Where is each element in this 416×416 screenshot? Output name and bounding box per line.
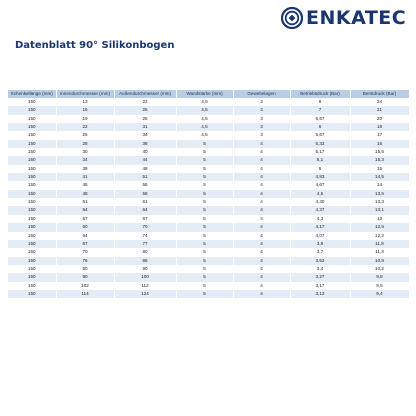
table-cell: 51 xyxy=(114,173,176,181)
table-cell: 22 xyxy=(56,123,114,131)
table-cell: 4,37 xyxy=(290,206,350,214)
table-row xyxy=(8,190,409,198)
table-cell: 4 xyxy=(233,165,290,173)
table-cell: 4,5 xyxy=(176,131,233,139)
table-cell: 5 xyxy=(176,257,233,265)
table-cell: 5,17 xyxy=(290,148,350,156)
table-row xyxy=(8,156,409,164)
table-cell: 61 xyxy=(114,198,176,206)
table-cell: 15,3 xyxy=(350,156,409,164)
table-cell: 4,17 xyxy=(290,223,350,231)
table-cell: 150 xyxy=(8,215,56,223)
table-cell: 5 xyxy=(176,265,233,273)
table-cell: 150 xyxy=(8,190,56,198)
column-header: Innendurchmesser (mm) xyxy=(56,90,114,98)
table-cell: 150 xyxy=(8,265,56,273)
table-cell: 4,5 xyxy=(176,115,233,123)
table-cell: 80 xyxy=(114,248,176,256)
table-cell: 20 xyxy=(350,115,409,123)
table-row xyxy=(8,140,409,148)
table-cell: 16 xyxy=(56,106,114,114)
table-row xyxy=(8,265,409,273)
table-cell: 25 xyxy=(114,106,176,114)
table-cell: 11,8 xyxy=(350,240,409,248)
table-cell: 17 xyxy=(350,131,409,139)
table-cell: 30 xyxy=(56,148,114,156)
table-cell: 67 xyxy=(56,240,114,248)
table-cell: 14 xyxy=(350,181,409,189)
table-cell: 5 xyxy=(176,290,233,298)
table-cell: 114 xyxy=(56,290,114,298)
table-cell: 150 xyxy=(8,198,56,206)
table-cell: 7 xyxy=(290,106,350,114)
table-cell: 25 xyxy=(56,131,114,139)
table-cell: 34 xyxy=(114,131,176,139)
table-cell: 76 xyxy=(56,257,114,265)
column-header: Betriebsdruck (Bar) xyxy=(290,90,350,98)
table-cell: 4 xyxy=(233,248,290,256)
table-cell: 16 xyxy=(350,140,409,148)
table-cell: 150 xyxy=(8,282,56,290)
table-cell: 31 xyxy=(114,123,176,131)
table-cell: 70 xyxy=(114,223,176,231)
enkatec-logo-icon xyxy=(281,7,303,29)
table-cell: 4 xyxy=(233,181,290,189)
table-cell: 28 xyxy=(56,140,114,148)
column-header: Außendurchmesser (mm) xyxy=(114,90,176,98)
table-cell: 3 xyxy=(233,115,290,123)
table-cell: 41 xyxy=(56,173,114,181)
table-cell: 5,67 xyxy=(290,131,350,139)
table-cell: 3,27 xyxy=(290,273,350,281)
column-header: Gewebelagen xyxy=(233,90,290,98)
table-cell: 70 xyxy=(56,248,114,256)
table-cell: 12,2 xyxy=(350,232,409,240)
table-cell: 3 xyxy=(233,123,290,131)
table-cell: 11,3 xyxy=(350,248,409,256)
table-cell: 13 xyxy=(56,98,114,106)
table-row xyxy=(8,198,409,206)
table-cell: 3 xyxy=(233,131,290,139)
table-cell: 150 xyxy=(8,156,56,164)
table-cell: 4 xyxy=(233,148,290,156)
table-cell: 150 xyxy=(8,273,56,281)
table-cell: 38 xyxy=(56,165,114,173)
table-cell: 150 xyxy=(8,148,56,156)
table-row xyxy=(8,148,409,156)
table-cell: 5 xyxy=(176,248,233,256)
table-cell: 4,83 xyxy=(290,173,350,181)
table-cell: 40 xyxy=(114,148,176,156)
table-cell: 5 xyxy=(176,232,233,240)
table-cell: 150 xyxy=(8,232,56,240)
table-cell: 150 xyxy=(8,140,56,148)
table-cell: 51 xyxy=(56,198,114,206)
table-row xyxy=(8,165,409,173)
table-cell: 5 xyxy=(176,165,233,173)
table-cell: 13,3 xyxy=(350,198,409,206)
table-cell: 5,33 xyxy=(290,140,350,148)
table-row xyxy=(8,240,409,248)
table-row xyxy=(8,290,409,298)
table-cell: 150 xyxy=(8,223,56,231)
table-cell: 10,8 xyxy=(350,257,409,265)
table-cell: 5 xyxy=(176,223,233,231)
table-row xyxy=(8,106,409,114)
table-cell: 34 xyxy=(56,156,114,164)
table-cell: 4 xyxy=(233,215,290,223)
table-cell: 10,2 xyxy=(350,265,409,273)
table-cell: 38 xyxy=(114,140,176,148)
table-header-row xyxy=(8,90,409,98)
table-cell: 112 xyxy=(114,282,176,290)
table-cell: 3,13 xyxy=(290,290,350,298)
table-cell: 5 xyxy=(176,198,233,206)
table-cell: 150 xyxy=(8,98,56,106)
specs-table xyxy=(8,90,410,298)
table-cell: 150 xyxy=(8,240,56,248)
table-cell: 3 xyxy=(233,98,290,106)
table-cell: 4 xyxy=(233,206,290,214)
table-cell: 24 xyxy=(350,98,409,106)
table-row xyxy=(8,115,409,123)
table-cell: 150 xyxy=(8,115,56,123)
table-cell: 5,1 xyxy=(290,156,350,164)
table-cell: 4,5 xyxy=(176,98,233,106)
table-cell: 4 xyxy=(233,190,290,198)
table-cell: 3,4 xyxy=(290,265,350,273)
table-cell: 9,5 xyxy=(350,282,409,290)
table-cell: 5 xyxy=(176,173,233,181)
table-row xyxy=(8,273,409,281)
table-cell: 14,5 xyxy=(350,173,409,181)
table-cell: 5 xyxy=(176,181,233,189)
table-cell: 15 xyxy=(350,165,409,173)
table-cell: 3,53 xyxy=(290,257,350,265)
brand-name: ENKATEC xyxy=(306,7,407,29)
table-cell: 150 xyxy=(8,123,56,131)
table-cell: 4 xyxy=(233,198,290,206)
table-cell: 60 xyxy=(56,223,114,231)
table-cell: 22 xyxy=(114,98,176,106)
table-cell: 8 xyxy=(290,98,350,106)
table-cell: 4,07 xyxy=(290,232,350,240)
table-row xyxy=(8,232,409,240)
table-cell: 5 xyxy=(176,190,233,198)
table-cell: 100 xyxy=(114,273,176,281)
table-cell: 80 xyxy=(56,265,114,273)
table-cell: 13,1 xyxy=(350,206,409,214)
table-cell: 102 xyxy=(56,282,114,290)
table-row xyxy=(8,282,409,290)
table-cell: 45 xyxy=(56,181,114,189)
table-cell: 44 xyxy=(114,156,176,164)
table-cell: 67 xyxy=(114,215,176,223)
table-cell: 15,5 xyxy=(350,148,409,156)
table-cell: 19 xyxy=(56,115,114,123)
table-cell: 5 xyxy=(176,148,233,156)
table-row xyxy=(8,98,409,106)
table-cell: 5 xyxy=(176,206,233,214)
table-body xyxy=(8,98,409,298)
table-cell: 6 xyxy=(290,123,350,131)
table-cell: 150 xyxy=(8,181,56,189)
column-header: Wandstärke (mm) xyxy=(176,90,233,98)
table-cell: 86 xyxy=(114,257,176,265)
table-row xyxy=(8,123,409,131)
table-cell: 4,5 xyxy=(290,190,350,198)
table-cell: 57 xyxy=(56,215,114,223)
table-cell: 4 xyxy=(233,223,290,231)
table-row xyxy=(8,215,409,223)
table-cell: 5 xyxy=(176,282,233,290)
column-header: Berstdruck (Bar) xyxy=(350,90,409,98)
table-cell: 6,67 xyxy=(290,115,350,123)
table-cell: 150 xyxy=(8,290,56,298)
table-cell: 77 xyxy=(114,240,176,248)
table-cell: 4 xyxy=(233,282,290,290)
table-cell: 9,4 xyxy=(350,290,409,298)
table-cell: 3 xyxy=(233,106,290,114)
table-cell: 3,7 xyxy=(290,248,350,256)
table-cell: 55 xyxy=(114,181,176,189)
table-cell: 64 xyxy=(56,232,114,240)
table-cell: 4 xyxy=(233,273,290,281)
table-cell: 4 xyxy=(233,156,290,164)
table-cell: 4 xyxy=(233,265,290,273)
table-row xyxy=(8,257,409,265)
table-cell: 4 xyxy=(233,290,290,298)
table-cell: 4,67 xyxy=(290,181,350,189)
table-cell: 4 xyxy=(233,257,290,265)
table-cell: 5 xyxy=(176,273,233,281)
table-cell: 150 xyxy=(8,173,56,181)
table-cell: 74 xyxy=(114,232,176,240)
table-cell: 124 xyxy=(114,290,176,298)
brand-logo xyxy=(281,6,406,30)
table-cell: 9,8 xyxy=(350,273,409,281)
table-cell: 48 xyxy=(114,165,176,173)
table-cell: 90 xyxy=(56,273,114,281)
table-cell: 3,9 xyxy=(290,240,350,248)
table-cell: 13 xyxy=(350,215,409,223)
table-cell: 4 xyxy=(233,173,290,181)
table-cell: 150 xyxy=(8,131,56,139)
table-cell: 4,5 xyxy=(176,106,233,114)
table-cell: 4,3 xyxy=(290,215,350,223)
page-title: Datenblatt 90° Silikonbogen xyxy=(15,40,175,51)
table-cell: 4,40 xyxy=(290,198,350,206)
table-cell: 150 xyxy=(8,257,56,265)
table-cell: 150 xyxy=(8,206,56,214)
table-cell: 150 xyxy=(8,165,56,173)
table-cell: 5 xyxy=(176,215,233,223)
table-cell: 5 xyxy=(290,165,350,173)
table-cell: 3,17 xyxy=(290,282,350,290)
table-row xyxy=(8,206,409,214)
table-cell: 48 xyxy=(56,190,114,198)
table-cell: 13,5 xyxy=(350,190,409,198)
table-cell: 150 xyxy=(8,106,56,114)
table-cell: 28 xyxy=(114,115,176,123)
table-cell: 5 xyxy=(176,240,233,248)
table-cell: 90 xyxy=(114,265,176,273)
table-row xyxy=(8,223,409,231)
table-cell: 12,5 xyxy=(350,223,409,231)
table-cell: 58 xyxy=(114,190,176,198)
table-cell: 150 xyxy=(8,248,56,256)
table-cell: 4,5 xyxy=(176,123,233,131)
table-row xyxy=(8,173,409,181)
table-row xyxy=(8,181,409,189)
table-row xyxy=(8,248,409,256)
table-cell: 4 xyxy=(233,232,290,240)
table-cell: 64 xyxy=(114,206,176,214)
table-cell: 4 xyxy=(233,140,290,148)
table-cell: 5 xyxy=(176,140,233,148)
table-cell: 18 xyxy=(350,123,409,131)
table-cell: 5 xyxy=(176,156,233,164)
table-cell: 4 xyxy=(233,240,290,248)
column-header: Schenkellänge (mm) xyxy=(8,90,56,98)
table-cell: 21 xyxy=(350,106,409,114)
table-row xyxy=(8,131,409,139)
table-cell: 54 xyxy=(56,206,114,214)
